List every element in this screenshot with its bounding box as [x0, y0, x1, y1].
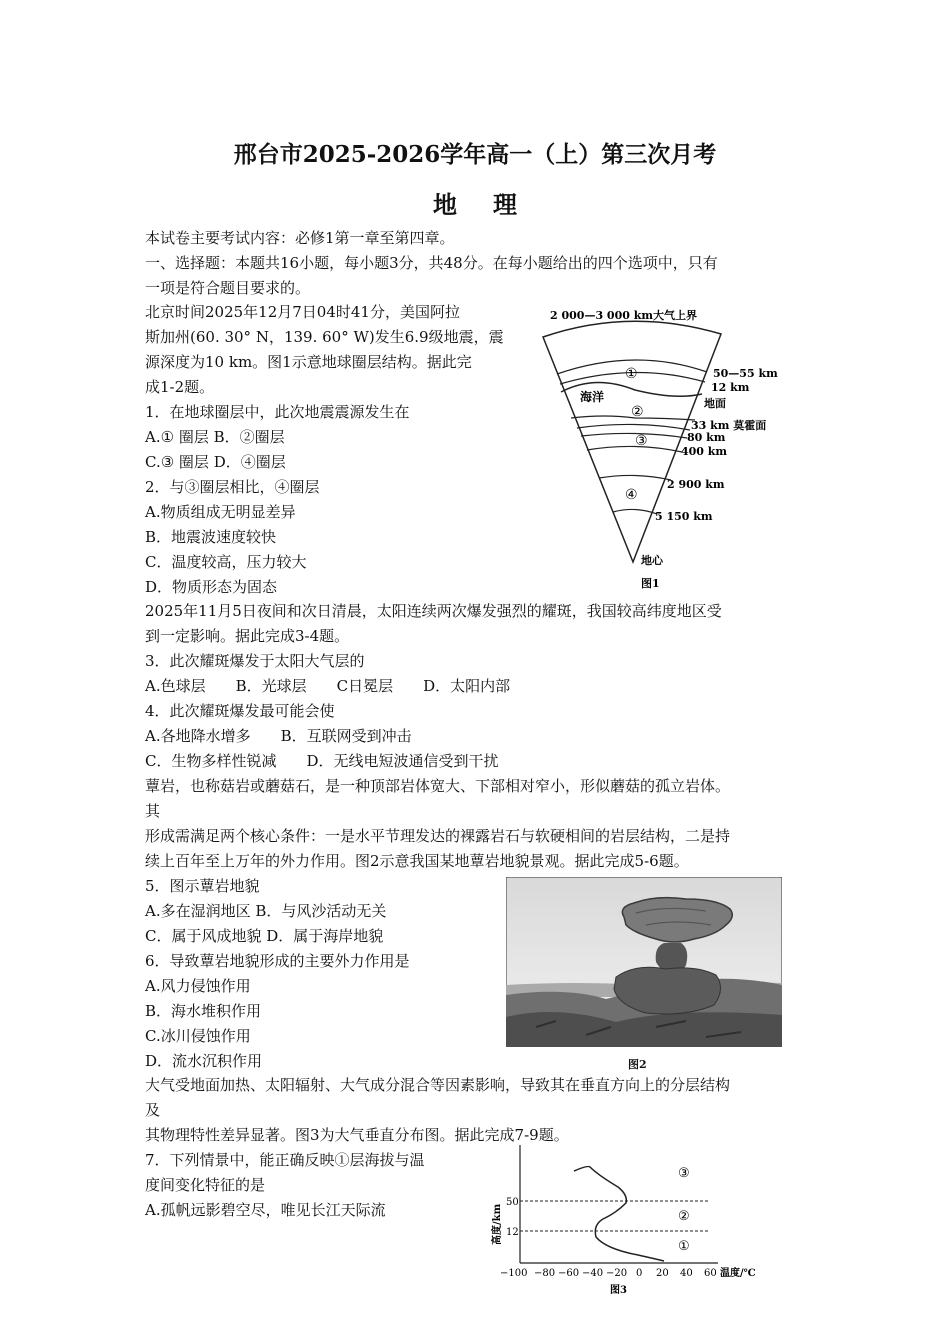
question-3-stem: 3．此次耀斑爆发于太阳大气层的 [145, 652, 365, 670]
y-axis-label: 高度/km [492, 1203, 503, 1245]
question-2-stem: 2．与③圈层相比，④圈层 [145, 478, 320, 496]
group3-stem-line: 续上百年至上万年的外力作用。图2示意我国某地蕈岩地貌景观。据此完成5-6题。 [145, 852, 689, 870]
layer-1-label: ① [625, 366, 638, 382]
group1-stem-line: 斯加州(60. 30° N，139. 60° W)发生6.9级地震，震 [145, 328, 504, 346]
x-axis-label: 温度/℃ [720, 1268, 756, 1279]
question-2-option: C．温度较高，压力较大 [145, 553, 307, 571]
group2-stem-line: 到一定影响。据此完成3-4题。 [145, 627, 350, 645]
group2-stem-line: 2025年11月5日夜间和次日清晨，太阳连续两次爆发强烈的耀斑，我国较高纬度地区受 [145, 602, 722, 620]
group4-stem-line: 大气受地面加热、太阳辐射、大气成分混合等因素影响，导致其在垂直方向上的分层结构 [145, 1076, 731, 1094]
svg-text:12 km: 12 km [711, 381, 750, 394]
question-1-option: A.① 圈层 B．②圈层 [145, 428, 285, 446]
earth-layers-diagram [535, 302, 805, 597]
question-2-option: B．地震波速度较快 [145, 528, 277, 546]
question-1-option: C.③ 圈层 D．④圈层 [145, 453, 286, 471]
figure-3-caption: 图3 [610, 1285, 627, 1296]
layer-3-label: ③ [635, 433, 648, 449]
group3-stem-line: 其 [145, 802, 161, 820]
layer-3-label: ③ [678, 1166, 690, 1181]
figure-1-caption: 图1 [641, 577, 660, 590]
svg-text:400 km: 400 km [681, 445, 728, 458]
question-2-option: A.物质组成无明显差异 [145, 503, 296, 521]
svg-text:2 900 km: 2 900 km [667, 478, 725, 491]
question-7-stem: 度间变化特征的是 [145, 1176, 266, 1194]
x-tick: 40 [680, 1268, 693, 1279]
question-6-option: A.风力侵蚀作用 [145, 977, 251, 995]
svg-text:5 150 km: 5 150 km [655, 510, 713, 523]
figure-2-caption: 图2 [628, 1058, 647, 1071]
ocean-label: 海洋 [580, 390, 605, 404]
layer-2-label: ② [631, 404, 644, 420]
x-tick: −40 [582, 1268, 604, 1279]
exam-title: 邢台市2025-2026学年高一（上）第三次月考 [233, 141, 717, 168]
x-tick: 60 [704, 1268, 717, 1279]
y-tick: 50 [506, 1197, 519, 1208]
x-tick: −60 [558, 1268, 580, 1279]
section-instructions-1: 一、选择题：本题共16小题，每小题3分，共48分。在每小题给出的四个选项中，只有 [145, 254, 718, 272]
question-2-option: D．物质形态为固态 [145, 578, 278, 596]
x-tick: 20 [656, 1268, 669, 1279]
mushroom-rock-photo [506, 877, 782, 1047]
question-4-stem: 4．此次耀斑爆发最可能会使 [145, 702, 335, 720]
section-instructions-2: 一项是符合题目要求的。 [145, 279, 311, 297]
layer-2-label: ② [678, 1209, 690, 1224]
x-tick: −20 [606, 1268, 628, 1279]
question-6-option: C.冰川侵蚀作用 [145, 1027, 251, 1045]
scope-text: 本试卷主要考试内容：必修1第一章至第四章。 [145, 229, 455, 247]
atmosphere-top-label: 2 000—3 000 km大气上界 [550, 309, 697, 322]
layer-4-label: ④ [625, 487, 638, 503]
question-3-options: A.色球层 B．光球层 C日冕层 D．太阳内部 [145, 677, 511, 695]
group1-stem-line: 北京时间2025年12月7日04时41分，美国阿拉 [145, 303, 460, 321]
x-tick: −100 [500, 1268, 528, 1279]
question-4-options: C．生物多样性锐减 D．无线电短波通信受到干扰 [145, 752, 499, 770]
x-tick: 0 [636, 1268, 643, 1279]
y-tick: 12 [506, 1227, 519, 1238]
question-4-options: A.各地降水增多 B．互联网受到冲击 [145, 727, 412, 745]
svg-text:33 km 莫霍面: 33 km 莫霍面 [691, 419, 767, 432]
group1-stem-line: 源深度为10 km。图1示意地球圈层结构。据此完 [145, 353, 472, 371]
question-6-option: D．流水沉积作用 [145, 1052, 263, 1070]
question-1-stem: 1．在地球圈层中，此次地震震源发生在 [145, 403, 410, 421]
question-6-stem: 6．导致蕈岩地貌形成的主要外力作用是 [145, 952, 410, 970]
question-7-stem: 7．下列情景中，能正确反映①层海拔与温 [145, 1151, 425, 1169]
group3-stem-line: 形成需满足两个核心条件：一是水平节理发达的裸露岩石与软硬相间的岩层结构，二是持 [145, 827, 731, 845]
layer-1-label: ① [678, 1239, 690, 1254]
temperature-curve [574, 1167, 664, 1262]
group3-stem-line: 蕈岩，也称菇岩或蘑菇石，是一种顶部岩体宽大、下部相对窄小，形似蘑菇的孤立岩体。 [145, 777, 731, 795]
group4-stem-line: 其物理特性差异显著。图3为大气垂直分布图。据此完成7-9题。 [145, 1126, 569, 1144]
question-7-option: A.孤帆远影碧空尽，唯见长江天际流 [145, 1201, 386, 1219]
svg-text:地心: 地心 [641, 554, 663, 567]
group4-stem-line: 及 [145, 1101, 161, 1119]
question-5-stem: 5．图示蕈岩地貌 [145, 877, 260, 895]
subject-title: 地理 [433, 190, 553, 219]
group1-stem-line: 成1-2题。 [145, 378, 215, 396]
question-6-option: B．海水堆积作用 [145, 1002, 262, 1020]
atmosphere-profile-chart [488, 1145, 768, 1300]
question-5-option: A.多在湿润地区 B．与风沙活动无关 [145, 902, 387, 920]
svg-text:地面: 地面 [704, 397, 726, 410]
x-tick: −80 [534, 1268, 556, 1279]
question-5-option: C．属于风成地貌 D．属于海岸地貌 [145, 927, 384, 945]
svg-text:80 km: 80 km [687, 431, 726, 444]
svg-text:50—55 km: 50—55 km [713, 367, 778, 380]
